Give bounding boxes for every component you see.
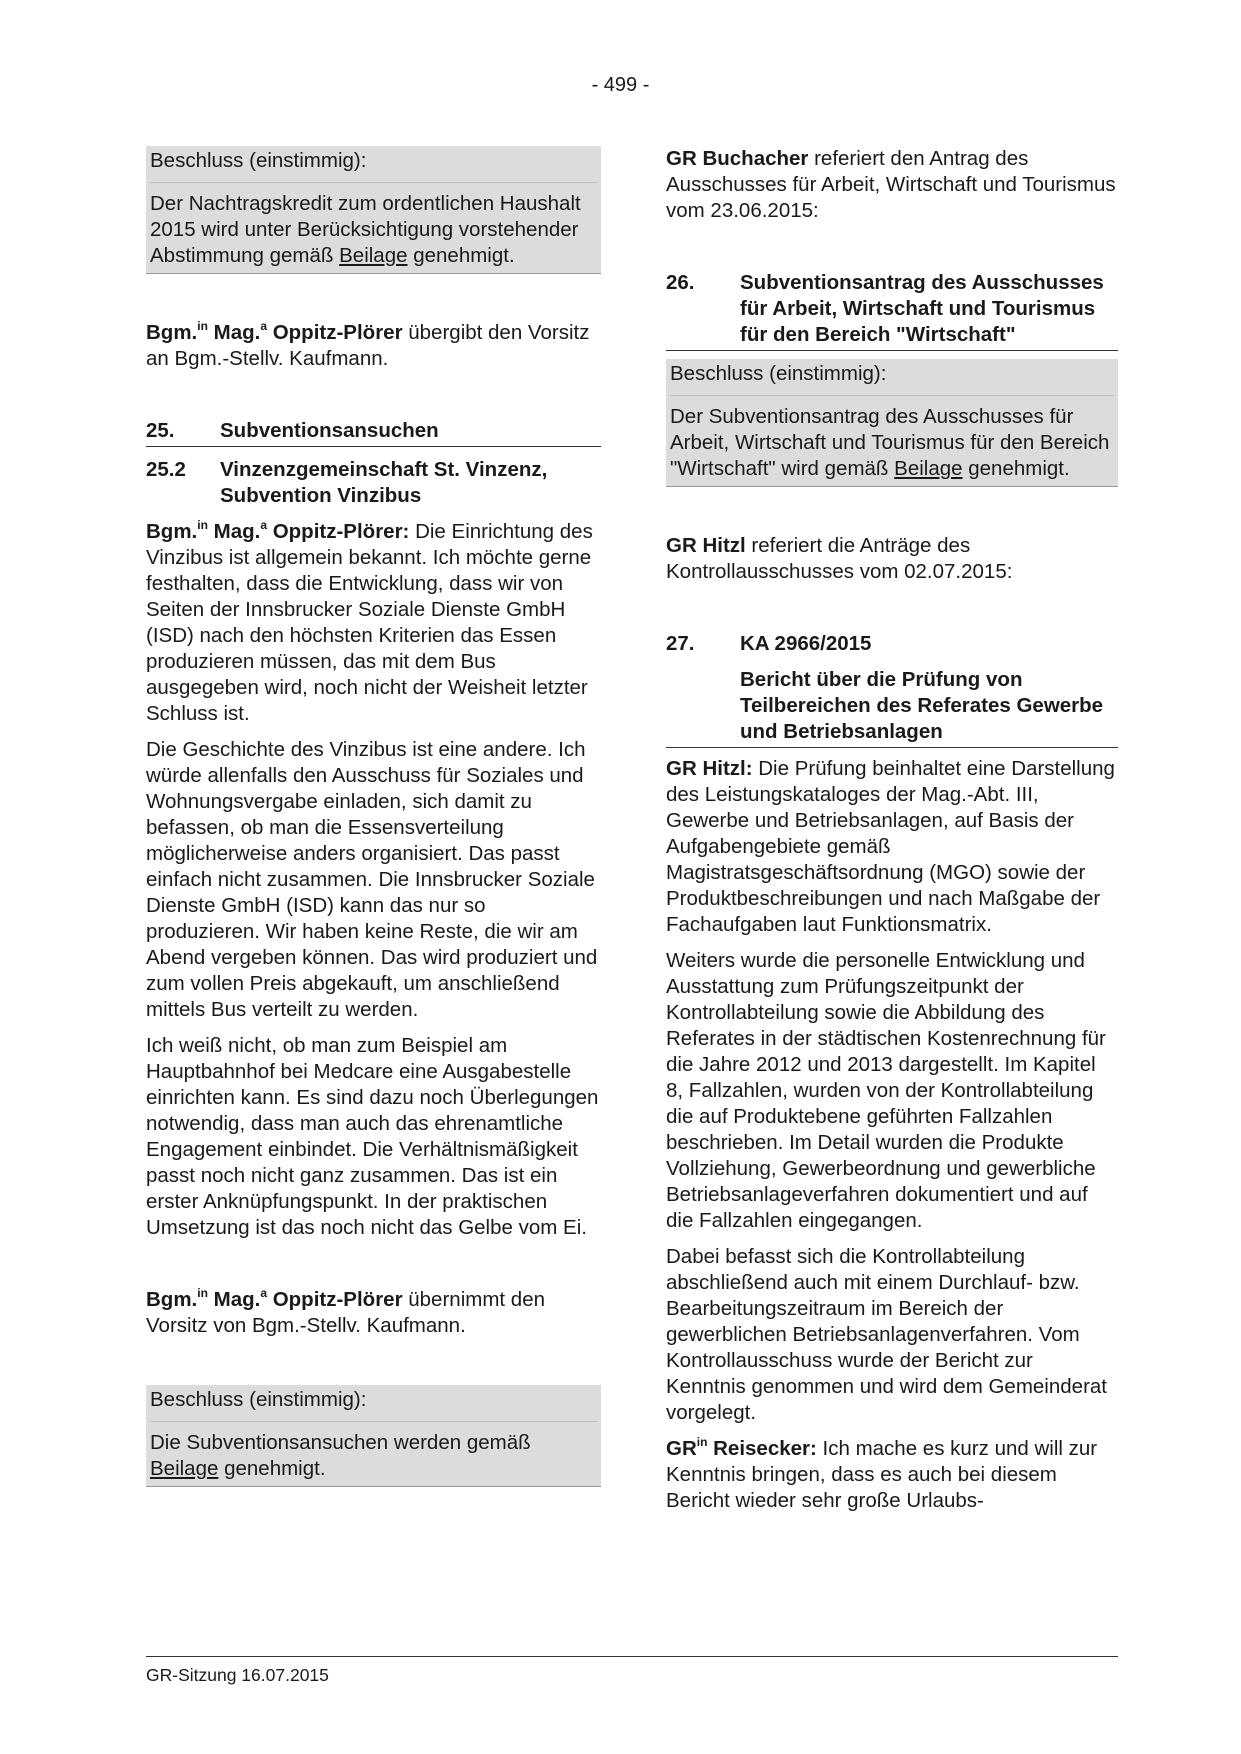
- section-number: 27.: [666, 632, 695, 655]
- body-paragraph: [666, 533, 1118, 585]
- superscript: in: [197, 319, 208, 333]
- title-gr: GR: [666, 1437, 697, 1460]
- section-number: 25.: [146, 419, 175, 442]
- superscript: in: [696, 1435, 708, 1449]
- beilage-link[interactable]: Beilage: [150, 1457, 219, 1480]
- body-paragraph: [666, 756, 1118, 938]
- title-bgm: Bgm.: [146, 321, 198, 344]
- resolution-text-part: genehmigt.: [218, 1457, 326, 1480]
- speaker-name: GR Hitzl:: [666, 757, 753, 780]
- body-paragraph: [666, 1436, 1118, 1514]
- speaker-surname: Oppitz-Plörer: [267, 321, 403, 344]
- resolution-box-wirtschaft: [666, 359, 1118, 487]
- paragraph-text: übernimmt den Vorsitz von Bgm.-Stellv. Kaufmann.: [146, 1288, 545, 1337]
- resolution-text-part: Der Nachtragskredit zum ordentlichen Haushalt 2015 wird unter Berücksichtigung vorstehender Abstimmung gemäß: [150, 192, 581, 267]
- speaker-surname: Reisecker:: [707, 1437, 817, 1460]
- speaker-surname: Oppitz-Plörer:: [267, 520, 410, 543]
- section-heading-27: [666, 631, 1118, 657]
- resolution-text-part: Die Subventionsansuchen werden gemäß: [150, 1431, 531, 1454]
- speaker-name: [146, 321, 403, 344]
- beilage-link[interactable]: Beilage: [894, 457, 963, 480]
- resolution-header: Beschluss (einstimmig):: [150, 148, 597, 183]
- body-paragraph: Weiters wurde die personelle Entwicklung und Ausstattung zum Prüfungszeitpunkt der Kontrollabteilung sowie die Abbildung des Referates in der städtischen Kostenrechnung für die Jahre 2012 und 2013 dargestellt. Im Kapitel 8, Fallzahlen, wurden von der Kontrollabteilung die auf Produktebene geführten Fallzahlen beschrieben. Im Detail wurden die Produkte Vollziehung, Gewerbeordnung und gewerbliche Betriebsanlageverfahren dokumentiert und auf die Fallzahlen eingegangen.: [666, 949, 1106, 1232]
- paragraph-text: Die Einrichtung des Vinzibus ist allgemein bekannt. Ich möchte gerne festhalten, dass die Entwicklung, dass wir von Seiten der Innsbrucker Soziale Dienste GmbH (ISD) nach den höchsten Kriterien das Essen produzieren müssen, das mit dem Bus ausgegeben wird, noch nicht der Weisheit letzter Schluss ist.: [146, 520, 593, 725]
- speaker-name: [146, 1288, 403, 1311]
- speaker-name: [666, 1437, 817, 1460]
- resolution-box-subventionsansuchen: [146, 1385, 601, 1487]
- beilage-link[interactable]: Beilage: [339, 244, 408, 267]
- resolution-header: Beschluss (einstimmig):: [150, 1387, 597, 1422]
- section-title: KA 2966/2015: [740, 632, 872, 655]
- paragraph-text: referiert den Antrag des Ausschusses für Arbeit, Wirtschaft und Tourismus vom 23.06.2015:: [666, 147, 1116, 222]
- superscript: in: [197, 1286, 208, 1300]
- speaker-name: GR Buchacher: [666, 147, 809, 170]
- page-number: - 499 -: [591, 74, 650, 96]
- right-column: [666, 146, 1118, 1524]
- paragraph-text: referiert die Anträge des Kontrollausschusses vom 02.07.2015:: [666, 534, 1013, 583]
- paragraph-text: Ich mache es kurz und will zur Kenntnis bringen, dass es auch bei diesem Bericht wieder sehr große Urlaubs-: [666, 1437, 1098, 1512]
- body-paragraph: [666, 146, 1118, 224]
- superscript: a: [260, 518, 268, 532]
- left-column: [146, 146, 601, 1497]
- title-bgm: Bgm.: [146, 520, 198, 543]
- resolution-header: Beschluss (einstimmig):: [670, 361, 1114, 396]
- title-mag: Mag.: [207, 520, 261, 543]
- resolution-text-part: genehmigt.: [407, 244, 515, 267]
- resolution-text: [150, 191, 597, 269]
- paragraph-text: übergibt den Vorsitz an Bgm.-Stellv. Kaufmann.: [146, 321, 590, 370]
- speaker-surname: Oppitz-Plörer: [267, 1288, 403, 1311]
- section-title: Vinzenzgemeinschaft St. Vinzenz, Subvention Vinzibus: [220, 458, 548, 507]
- section-title: Subventionsantrag des Ausschusses für Arbeit, Wirtschaft und Tourismus für den Bereich "Wirtschaft": [740, 271, 1104, 346]
- resolution-box-nachtragskredit: [146, 146, 601, 274]
- section-title: Subventionsansuchen: [220, 419, 439, 442]
- footer-text: GR-Sitzung 16.07.2015: [146, 1665, 329, 1685]
- title-mag: Mag.: [207, 321, 261, 344]
- section-heading-25: [146, 418, 601, 447]
- section-number: 26.: [666, 271, 695, 294]
- title-mag: Mag.: [207, 1288, 261, 1311]
- paragraph-text: Die Prüfung beinhaltet eine Darstellung des Leistungskataloges der Mag.-Abt. III, Gewerbe und Betriebsanlagen, auf Basis der Aufgabengebiete gemäß Magistratsgeschäftsordnung (MGO) sowie der Produktbeschreibungen und nach Maßgabe der Fachaufgaben laut Funktionsmatrix.: [666, 757, 1115, 936]
- superscript: a: [260, 319, 268, 333]
- speaker-name: [146, 520, 409, 543]
- section-heading-26: [666, 270, 1118, 351]
- body-paragraph: [146, 519, 601, 727]
- superscript: in: [197, 518, 208, 532]
- section-number: 25.2: [146, 458, 186, 481]
- resolution-text-part: genehmigt.: [962, 457, 1070, 480]
- resolution-text: [150, 1430, 597, 1482]
- body-paragraph: Ich weiß nicht, ob man zum Beispiel am Hauptbahnhof bei Medcare eine Ausgabestelle einrichten kann. Es sind dazu noch Überlegungen notwendig, dass man auch das ehrenamtliche Engagement einbindet. Die Verhältnismäßigkeit passt noch nicht ganz zusammen. Das ist ein erster Anknüpfungspunkt. In der praktischen Umsetzung ist das noch nicht das Gelbe vom Ei.: [146, 1034, 599, 1239]
- chair-handover-paragraph: [146, 320, 601, 372]
- chair-takeover-paragraph: [146, 1287, 601, 1339]
- footer-divider: [146, 1656, 1118, 1657]
- section-number-spacer: [666, 667, 740, 745]
- section-heading-25-2: [146, 457, 601, 509]
- resolution-text-part: Der Subventionsantrag des Ausschusses für Arbeit, Wirtschaft und Tourismus für den Bereich "Wirtschaft" wird gemäß: [670, 405, 1110, 480]
- resolution-text: [670, 404, 1114, 482]
- speaker-name: GR Hitzl: [666, 534, 746, 557]
- title-bgm: Bgm.: [146, 1288, 198, 1311]
- body-paragraph: Die Geschichte des Vinzibus ist eine andere. Ich würde allenfalls den Ausschuss für Soziales und Wohnungsvergabe einladen, sich damit zu befassen, ob man die Essensverteilung möglicherweise anders organisiert. Das passt einfach nicht zusammen. Die Innsbrucker Soziale Dienste GmbH (ISD) kann das nur so produzieren. Wir haben keine Reste, die wir am Abend vergeben können. Das wird produziert und zum vollen Preis abgekauft, um anschließend mittels Bus verteilt zu werden.: [146, 738, 598, 1021]
- section-subheading-27: [666, 667, 1118, 748]
- section-title: Bericht über die Prüfung von Teilbereichen des Referates Gewerbe und Betriebsanlagen: [740, 668, 1104, 743]
- body-paragraph: Dabei befasst sich die Kontrollabteilung abschließend auch mit einem Durchlauf- bzw. Bearbeitungszeitraum im Bereich der gewerblichen Betriebsanlagenverfahren. Vom Kontrollausschuss wurde der Bericht zur Kenntnis genommen und wird dem Gemeinderat vorgelegt.: [666, 1245, 1107, 1424]
- superscript: a: [260, 1286, 268, 1300]
